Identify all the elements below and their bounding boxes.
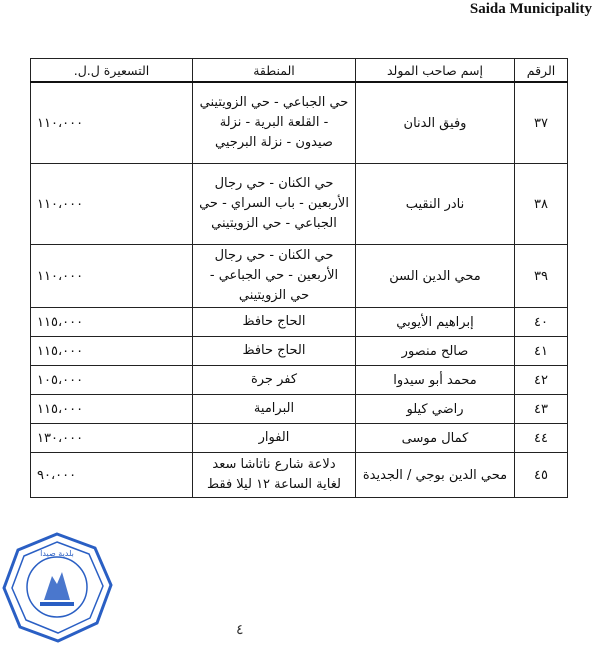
row-owner: نادر النقيب — [356, 164, 515, 245]
row-zone: الفوار — [193, 424, 356, 453]
row-zone: البرامية — [193, 395, 356, 424]
row-zone: الحاج حافظ — [193, 337, 356, 366]
row-number: ٤٣ — [515, 395, 568, 424]
col-header-zone: المنطقة — [193, 59, 356, 83]
table-row — [31, 395, 568, 424]
row-price: ١١٥،٠٠٠ — [31, 337, 193, 366]
row-owner: محي الدين السن — [356, 245, 515, 308]
row-owner: كمال موسى — [356, 424, 515, 453]
row-number: ٤٥ — [515, 453, 568, 498]
row-price: ١٣٠،٠٠٠ — [31, 424, 193, 453]
row-zone: كفر جرة — [193, 366, 356, 395]
row-number: ٤٢ — [515, 366, 568, 395]
row-number: ٤٠ — [515, 308, 568, 337]
row-zone: دلاعة شارع ناتاشا سعد لغاية الساعة ١٢ ليلا فقط — [193, 453, 356, 498]
table-row — [31, 424, 568, 453]
col-header-owner: إسم صاحب المولد — [356, 59, 515, 83]
row-owner: وفيق الدنان — [356, 82, 515, 164]
row-price: ١١٠،٠٠٠ — [31, 164, 193, 245]
row-owner: إبراهيم الأيوبي — [356, 308, 515, 337]
table-row — [31, 337, 568, 366]
row-zone: حي الجباعي - حي الزويتيني - القلعة البرية - نزلة صيدون - نزلة البرجيي — [193, 82, 356, 164]
table-row — [31, 245, 568, 308]
row-owner: محي الدين بوجي / الجديدة — [356, 453, 515, 498]
row-number: ٤٤ — [515, 424, 568, 453]
row-price: ١١٥،٠٠٠ — [31, 308, 193, 337]
stamp-text: بلدية صيدا — [40, 549, 74, 558]
table-header-row — [31, 59, 568, 83]
table-row — [31, 308, 568, 337]
row-number: ٣٩ — [515, 245, 568, 308]
page-number-mark: ٤ — [236, 622, 244, 638]
row-owner: راضي كيلو — [356, 395, 515, 424]
row-number: ٤١ — [515, 337, 568, 366]
row-owner: صالح منصور — [356, 337, 515, 366]
table-row — [31, 82, 568, 164]
row-number: ٣٨ — [515, 164, 568, 245]
row-zone: الحاج حافظ — [193, 308, 356, 337]
row-price: ١٠٥،٠٠٠ — [31, 366, 193, 395]
col-header-number: الرقم — [515, 59, 568, 83]
table-row — [31, 366, 568, 395]
table-row — [31, 164, 568, 245]
row-price: ١١٠،٠٠٠ — [31, 245, 193, 308]
tariff-table — [30, 58, 568, 498]
row-zone: حي الكنان - حي رجال الأربعين - حي الجباعي - حي الزويتيني — [193, 245, 356, 308]
row-owner: محمد أبو سيدوا — [356, 366, 515, 395]
table-row — [31, 453, 568, 498]
row-price: ٩٠،٠٠٠ — [31, 453, 193, 498]
page-header-title: Saida Municipality — [469, 1, 592, 17]
municipal-seal-icon — [0, 530, 115, 645]
row-price: ١١٠،٠٠٠ — [31, 82, 193, 164]
col-header-price: التسعيرة ل.ل. — [31, 59, 193, 83]
row-price: ١١٥،٠٠٠ — [31, 395, 193, 424]
row-number: ٣٧ — [515, 82, 568, 164]
row-zone: حي الكنان - حي رجال الأربعين - باب السراي - حي الجباعي - حي الزويتيني — [193, 164, 356, 245]
